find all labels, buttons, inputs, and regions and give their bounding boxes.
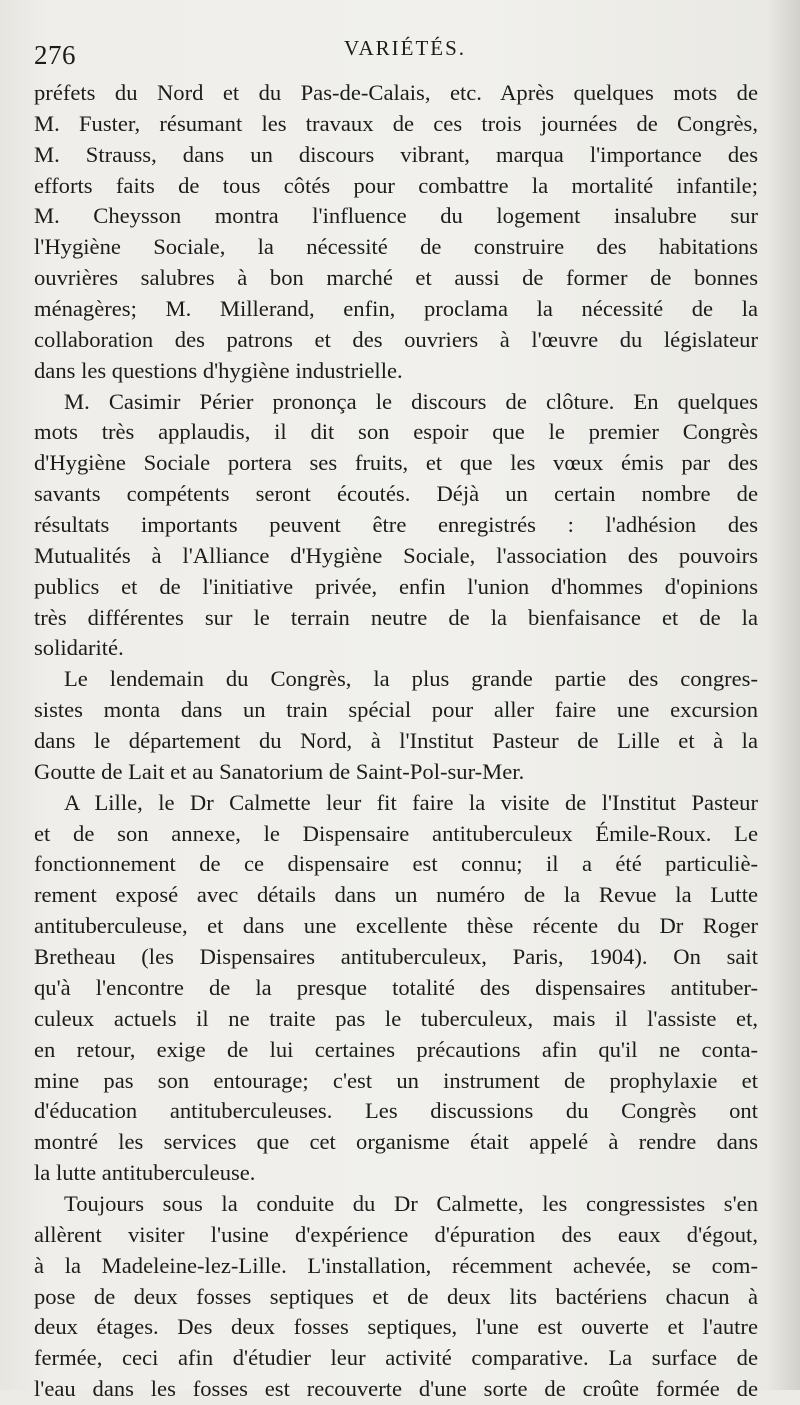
text-line: A Lille, le Dr Calmette leur fit faire la visite de l'Institut Pasteur	[64, 789, 758, 815]
text-line: pose de deux fosses septiques et de deux lits bactériens chacun à	[34, 1283, 758, 1309]
body-text	[34, 78, 758, 1405]
text-line: montré les services que cet organisme était appelé à rendre dans	[34, 1129, 758, 1155]
page-header	[34, 36, 758, 76]
text-line: Mutualités à l'Alliance d'Hygiène Sociale, l'association des pouvoirs	[34, 542, 758, 568]
text-line: résultats importants peuvent être enregistrés : l'adhésion des	[34, 512, 758, 538]
page-number: 276	[34, 40, 76, 70]
text-line: d'Hygiène Sociale portera ses fruits, et que les vœux émis par des	[34, 450, 758, 476]
text-line: sistes monta dans un train spécial pour aller faire une excursion	[34, 697, 758, 723]
text-line: à la Madeleine-lez-Lille. L'installation, récemment achevée, se com-	[34, 1252, 758, 1278]
text-line: la lutte antituberculeuse.	[34, 1160, 256, 1186]
text-line: solidarité.	[34, 635, 124, 661]
text-line: préfets du Nord et du Pas-de-Calais, etc. Après quelques mots de	[34, 80, 758, 105]
text-line: M. Casimir Périer prononça le discours de clôture. En quelques	[64, 388, 758, 414]
text-line: allèrent visiter l'usine d'expérience d'épuration des eaux d'égout,	[34, 1221, 758, 1247]
text-line: publics et de l'initiative privée, enfin l'union d'hommes d'opinions	[34, 573, 758, 599]
text-line: mine pas son entourage; c'est un instrument de prophylaxie et	[34, 1067, 758, 1093]
text-line: en retour, exige de lui certaines précautions afin qu'il ne conta-	[34, 1036, 758, 1062]
text-line: Bretheau (les Dispensaires antituberculeux, Paris, 1904). On sait	[34, 944, 758, 970]
text-line: Le lendemain du Congrès, la plus grande partie des congres-	[64, 666, 758, 692]
text-line: dans les questions d'hygiène industrielle.	[34, 357, 403, 383]
text-line: deux étages. Des deux fosses septiques, l'une est ouverte et l'autre	[34, 1314, 758, 1340]
text-line: savants compétents seront écoutés. Déjà un certain nombre de	[34, 481, 758, 507]
text-line: M. Cheysson montra l'influence du logement insalubre sur	[34, 203, 758, 229]
text-line: Toujours sous la conduite du Dr Calmette, les congressistes s'en	[64, 1190, 758, 1216]
page-edge-shadow	[766, 0, 800, 1390]
text-line: antituberculeuse, et dans une excellente thèse récente du Dr Roger	[34, 913, 758, 939]
text-line: mots très applaudis, il dit son espoir que le premier Congrès	[34, 419, 758, 445]
text-line: Goutte de Lait et au Sanatorium de Saint-Pol-sur-Mer.	[34, 758, 525, 784]
text-line: d'éducation antituberculeuses. Les discussions du Congrès ont	[34, 1098, 758, 1124]
text-line: fonctionnement de ce dispensaire est connu; il a été particuliè-	[34, 851, 758, 877]
text-line: et de son annexe, le Dispensaire antituberculeux Émile-Roux. Le	[34, 820, 758, 846]
text-line: qu'à l'encontre de la presque totalité des dispensaires antituber-	[34, 974, 758, 1000]
text-line: dans le département du Nord, à l'Institut Pasteur de Lille et à la	[34, 728, 758, 754]
text-line: M. Fuster, résumant les travaux de ces trois journées de Congrès,	[34, 110, 758, 136]
text-line: culeux actuels il ne traite pas le tuberculeux, mais il l'assiste et,	[34, 1005, 758, 1031]
text-line: rement exposé avec détails dans un numéro de la Revue la Lutte	[34, 882, 758, 908]
text-line: l'Hygiène Sociale, la nécessité de construire des habitations	[34, 234, 758, 260]
text-line: fermée, ceci afin d'étudier leur activité comparative. La surface de	[34, 1345, 758, 1371]
running-head: VARIÉTÉS.	[344, 36, 467, 60]
text-line: très différentes sur le terrain neutre de la bienfaisance et de la	[34, 604, 758, 630]
text-line: ouvrières salubres à bon marché et aussi de former de bonnes	[34, 265, 758, 291]
text-line: collaboration des patrons et des ouvriers à l'œuvre du législateur	[34, 326, 758, 352]
text-line: ménagères; M. Millerand, enfin, proclama la nécessité de la	[34, 296, 758, 322]
text-line: l'eau dans les fosses est recouverte d'une sorte de croûte formée de	[34, 1376, 758, 1402]
text-line: M. Strauss, dans un discours vibrant, marqua l'importance des	[34, 141, 758, 167]
text-line: efforts faits de tous côtés pour combattre la mortalité infantile;	[34, 172, 758, 198]
